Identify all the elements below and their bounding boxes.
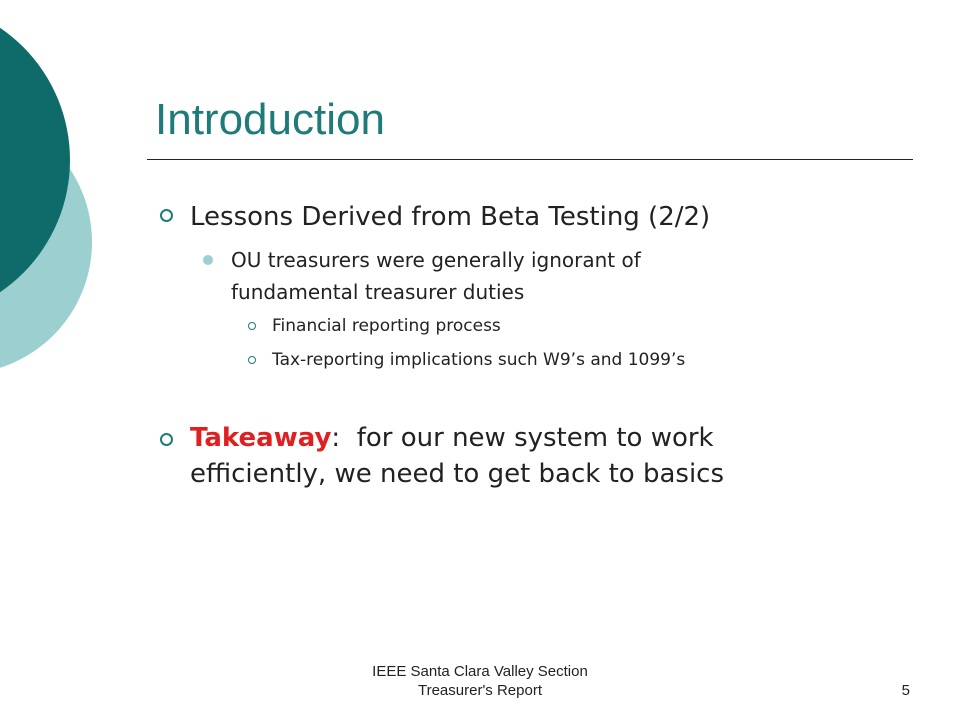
subbullet-tax-reporting: Tax-reporting implications such W9’s and 1099’s <box>272 350 686 370</box>
footer-report-name: Treasurer's Report <box>417 682 542 699</box>
ring-bullet-icon <box>248 322 256 330</box>
takeaway-label: Takeaway <box>190 423 332 453</box>
takeaway-text: : for our new system to work <box>331 423 714 453</box>
footer-section-name: IEEE Santa Clara Valley Section <box>372 663 588 680</box>
ring-bullet-icon <box>248 356 256 364</box>
bullet-lessons-derived: Lessons Derived from Beta Testing (2/2) <box>190 202 711 232</box>
dot-bullet-icon <box>203 255 213 265</box>
slide-title: Introduction <box>155 95 385 144</box>
subbullet-ou-treasurers-line2: fundamental treasurer duties <box>231 280 525 304</box>
subbullet-financial-reporting: Financial reporting process <box>272 316 501 336</box>
bullet-takeaway-line1 <box>190 420 714 456</box>
subbullet-ou-treasurers-line1: OU treasurers were generally ignorant of <box>231 248 641 272</box>
decorative-circles <box>0 0 120 400</box>
ring-bullet-icon <box>160 209 173 222</box>
bullet-takeaway-line2: efficiently, we need to get back to basics <box>190 459 725 489</box>
ring-bullet-icon <box>160 433 173 446</box>
slide-footer <box>330 662 630 700</box>
page-number: 5 <box>901 682 910 699</box>
title-divider <box>147 159 913 160</box>
